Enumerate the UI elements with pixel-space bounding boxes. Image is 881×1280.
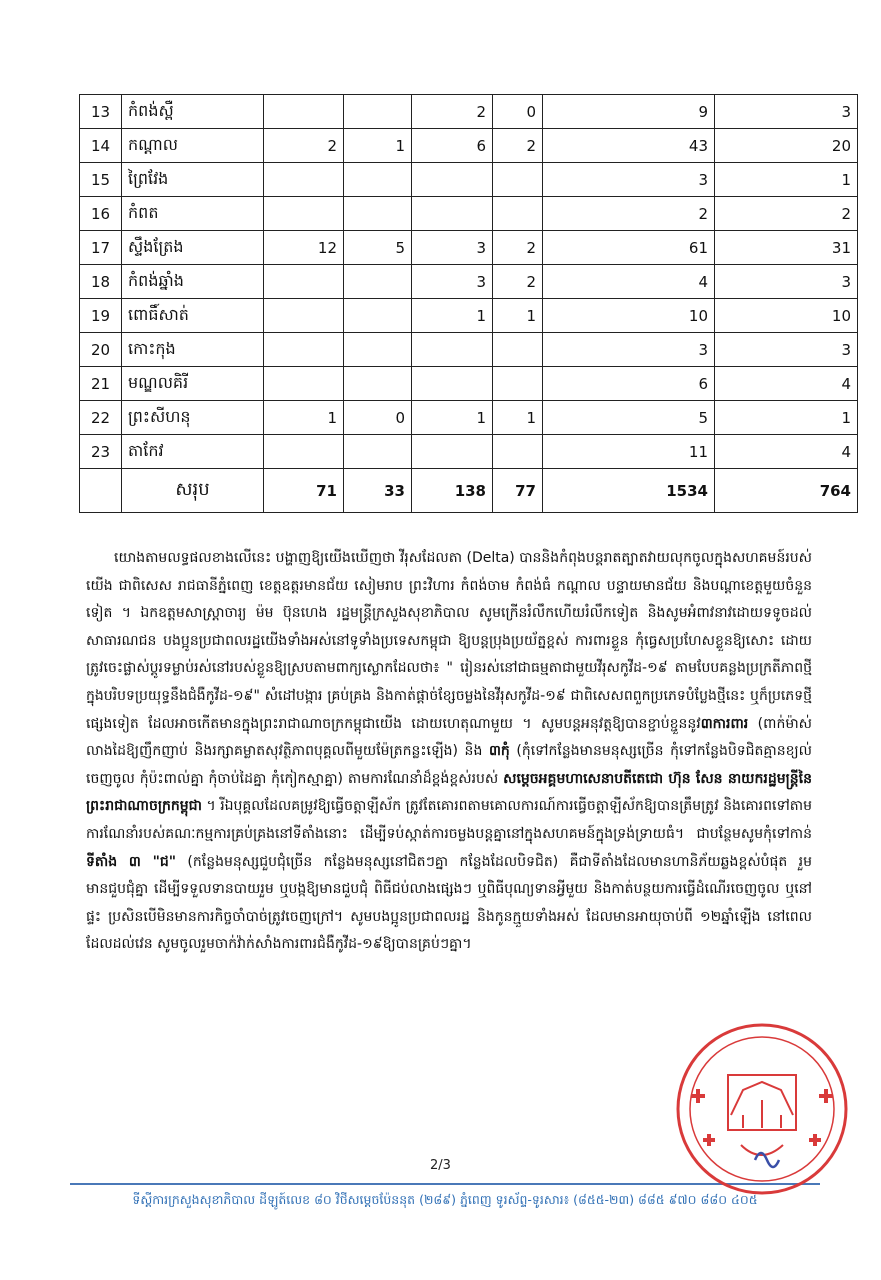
data-cell: 61 <box>543 231 715 265</box>
data-cell: 1 <box>493 401 543 435</box>
text-run: (ពាក់ម៉ាស់ លាងដៃឱ្យញឹកញាប់ និងរក្សាគម្លាតសុវត្ថិភាពបុគ្គលពីមួយម៉ែត្រកន្លះឡើង) និង <box>86 715 812 760</box>
data-cell <box>493 333 543 367</box>
row-number: 21 <box>80 367 122 401</box>
data-cell <box>264 197 344 231</box>
province-name: កោះកុង <box>122 333 264 367</box>
data-cell: 6 <box>412 129 493 163</box>
data-cell <box>493 367 543 401</box>
province-name: ស្ទឹងត្រែង <box>122 231 264 265</box>
data-cell: 10 <box>715 299 858 333</box>
data-cell: 1 <box>264 401 344 435</box>
data-cell: 4 <box>715 367 858 401</box>
province-name: ព្រៃវែង <box>122 163 264 197</box>
row-number: 18 <box>80 265 122 299</box>
data-cell <box>344 333 412 367</box>
data-cell: 3 <box>412 265 493 299</box>
data-cell <box>412 163 493 197</box>
statistics-table <box>79 94 858 513</box>
data-cell: 3 <box>715 333 858 367</box>
row-number: 14 <box>80 129 122 163</box>
data-cell: 1 <box>344 129 412 163</box>
data-cell: 12 <box>264 231 344 265</box>
data-cell <box>344 435 412 469</box>
data-cell: 2 <box>543 197 715 231</box>
page-number: 2/3 <box>430 1158 451 1173</box>
data-cell: 2 <box>493 129 543 163</box>
data-cell <box>264 95 344 129</box>
text-run: ។ រីឯបុគ្គលដែលគម្រូវឱ្យធ្វើចត្តាឡីស័ក ត្រូវតែគោរពតាមគោលការណ៍ការធ្វើចត្តាឡីស័កឱ្យបានត្រឹមត្រូវ និងគោរពទៅតាមការណែនាំរបស់គណៈកម្មការគ្រប់គ្រងនៅទីតាំងនោះ ដើម្បីទប់ស្កាត់ការចម្លងបន្តគ្នានៅក្នុងសហគមន៍ក្នុងទ្រង់ទ្រាយធំ។ ជាបន្ថែមសូមកុំទៅកាន់ <box>86 798 812 842</box>
data-cell: 3 <box>715 265 858 299</box>
table-row <box>80 333 858 367</box>
data-cell: 2 <box>715 197 858 231</box>
data-cell: 31 <box>715 231 858 265</box>
data-cell <box>493 435 543 469</box>
province-name: តាកែវ <box>122 435 264 469</box>
text-run: (កុំទៅកន្លែងមានមនុស្សច្រើន កុំទៅកន្លែងបិទជិតគ្មានខ្យល់ចេញចូល កុំប៉ះពាល់គ្នា កុំចាប់ដៃគ្នា កុំកៀកស្មាគ្នា) តាមការណែនាំដ៏ខ្ពង់ខ្ពស់របស់ <box>86 743 813 787</box>
data-cell <box>412 367 493 401</box>
table-row <box>80 401 858 435</box>
province-name: កណ្ដាល <box>122 129 264 163</box>
data-cell: 1 <box>715 401 858 435</box>
data-cell <box>412 333 493 367</box>
table-row <box>80 435 858 469</box>
text-run: យោងតាមលទ្ធផលខាងលើនេះ បង្ហាញឱ្យយើងឃើញថា វីរុសដែលតា (Delta) បាននិងកំពុងបន្តរាតត្បាតវាយលុកចូលក្នុងសហគមន៍របស់យើង ជាពិសេស រាជធានីភ្នំពេញ ខេត្តឧត្ដរមានជ័យ សៀមរាប ព្រះវិហារ កំពង់ចាម កំពង់ធំ កណ្ដាល បន្ទាយមានជ័យ និងបណ្ដាខេត្តមួយចំនួនទៀត ។ ឯកឧត្ដមសាស្ត្រាចារ្យ ម៉ម ប៊ុនហេង រដ្ឋមន្ត្រីក្រសួងសុខាភិបាល សូមក្រើនរំលឹកហើយរំលឹកទៀត និងសូមអំពាវនាវដោយទទូចដល់សាធារណជន បងប្អូនប្រជាពលរដ្ឋយើងទាំងអស់នៅទូទាំងប្រទេសកម្ពុជា ឱ្យបន្តប្រុងប្រយ័ត្នខ្ពស់ ការពារខ្លួន កុំធ្វេសប្រហែសខ្លួនឱ្យសោះ ដោយត្រូវចេះផ្លាស់ប្ដូរទម្លាប់រស់នៅរបស់ខ្លួនឱ្យស្របតាមពាក្យស្លោកដែលថា៖ " រៀនរស់នៅជាធម្មតាជាមួយវីរុសកូវីដ-១៩ តាមបែបគន្លងប្រក្រតីភាពថ្មី ក្នុងបរិបទប្រយុទ្ធនឹងជំងឺកូវីដ-១៩" សំដៅបង្ការ គ្រប់គ្រង និងកាត់ផ្ដាច់ខ្សែចម្លងនៃវីរុសកូវីដ-១៩ ជាពិសេសពពួកប្រភេទបំប្លែងថ្មីនេះ ឬក៏ប្រភេទថ្មីផ្សេងទៀត ដែលអាចកើតមានក្នុងព្រះរាជាណាចក្រកម្ពុជាយើង ដោយហេតុណាមួយ ។ សូមបន្តអនុវត្តឱ្យបានខ្ជាប់ខ្ជួននូវ <box>86 550 812 732</box>
province-name: មណ្ឌលគិរី <box>122 367 264 401</box>
data-cell <box>344 367 412 401</box>
bold-text: ៣ការពារ <box>700 715 749 732</box>
data-cell <box>344 95 412 129</box>
total-cell: 71 <box>264 469 344 513</box>
data-cell <box>264 265 344 299</box>
data-cell: 11 <box>543 435 715 469</box>
province-name: កំពង់ស្ពឺ <box>122 95 264 129</box>
data-cell: 20 <box>715 129 858 163</box>
bold-text: ទីតាំង ៣ "ជ" <box>86 853 177 870</box>
table-row <box>80 129 858 163</box>
data-cell: 5 <box>344 231 412 265</box>
row-number: 16 <box>80 197 122 231</box>
data-cell: 0 <box>493 95 543 129</box>
data-cell <box>264 435 344 469</box>
data-cell <box>264 333 344 367</box>
data-cell: 1 <box>715 163 858 197</box>
data-cell: 2 <box>493 231 543 265</box>
data-cell <box>344 265 412 299</box>
province-name: កំពង់ឆ្នាំង <box>122 265 264 299</box>
data-cell <box>344 163 412 197</box>
data-cell: 0 <box>344 401 412 435</box>
table-row <box>80 197 858 231</box>
table-row <box>80 231 858 265</box>
data-cell: 4 <box>715 435 858 469</box>
row-number: 22 <box>80 401 122 435</box>
data-cell: 1 <box>412 299 493 333</box>
data-cell <box>493 197 543 231</box>
data-cell: 1 <box>493 299 543 333</box>
data-cell: 5 <box>543 401 715 435</box>
row-number: 20 <box>80 333 122 367</box>
data-cell <box>344 197 412 231</box>
data-cell: 4 <box>543 265 715 299</box>
total-cell: 77 <box>493 469 543 513</box>
data-cell: 2 <box>264 129 344 163</box>
data-cell <box>264 367 344 401</box>
data-cell: 3 <box>412 231 493 265</box>
table-row <box>80 95 858 129</box>
table-row <box>80 163 858 197</box>
paragraph <box>86 545 812 959</box>
total-label: សរុប <box>122 469 264 513</box>
body-text <box>86 545 812 959</box>
data-cell: 3 <box>543 333 715 367</box>
table-body <box>80 95 858 469</box>
data-cell: 1 <box>412 401 493 435</box>
data-cell <box>412 435 493 469</box>
data-cell <box>344 299 412 333</box>
province-name: ពោធិ៍សាត់ <box>122 299 264 333</box>
province-name: កំពត <box>122 197 264 231</box>
total-cell: 1534 <box>543 469 715 513</box>
data-cell: 3 <box>715 95 858 129</box>
footer-address: ទីស្ដីការក្រសួងសុខាភិបាល ដីឡូត៍លេខ ៨០ វិថីសម្ដេចប៉ែននុត (២៨៩) ភ្នំពេញ ទូរស័ព្ទ-ទូរសារ៖ (៨៥៥-២៣) ៨៨៥ ៩៧០ ៨៨០ ៤០៥ <box>132 1192 758 1207</box>
bold-text: សម្ដេចអគ្គមហាសេនាបតីតេជោ ហ៊ុន សែន នាយករដ្ឋមន្ត្រីនៃព្រះរាជាណាចក្រកម្ពុជា <box>86 770 812 815</box>
province-name: ព្រះសីហនុ <box>122 401 264 435</box>
table-row <box>80 299 858 333</box>
data-cell <box>264 163 344 197</box>
data-cell: 10 <box>543 299 715 333</box>
data-cell <box>493 163 543 197</box>
table-row <box>80 265 858 299</box>
total-cell: 764 <box>715 469 858 513</box>
total-cell: 138 <box>412 469 493 513</box>
data-cell: 6 <box>543 367 715 401</box>
data-cell: 2 <box>493 265 543 299</box>
row-number: 19 <box>80 299 122 333</box>
table-row <box>80 367 858 401</box>
data-cell: 9 <box>543 95 715 129</box>
bold-text: ៣កុំ <box>488 743 510 760</box>
row-number: 15 <box>80 163 122 197</box>
total-row <box>80 469 858 513</box>
row-number: 17 <box>80 231 122 265</box>
row-number: 13 <box>80 95 122 129</box>
total-cell: 33 <box>344 469 412 513</box>
text-run: (កន្លែងមនុស្សជួបជុំច្រើន កន្លែងមនុស្សនៅជិតៗគ្នា កន្លែងដែលបិទជិត) គឺជាទីតាំងដែលមានហានិភ័យឆ្លងខ្ពស់បំផុត រួមមានជួបជុំគ្នា ដើម្បីទទួលទានបាយរួម ឬបង្កឱ្យមានជួបជុំ ពិធីជប់លាងផ្សេងៗ ឬពិធីបុណ្យទានអ្វីមួយ និងកាត់បន្ថយការធ្វើដំណើរចេញចូល ឬនៅផ្ទះ ប្រសិនបើមិនមានការកិច្ចចាំបាច់ត្រូវចេញក្រៅ។ សូមបងប្អូនប្រជាពលរដ្ឋ និងកូនក្មួយទាំងអស់ ដែលមានអាយុចាប់ពី ១២ឆ្នាំឡើង នៅពេលដែលដល់វេន សូមចូលរួមចាក់វ៉ាក់សាំងការពារជំងឺកូវីដ-១៩ឱ្យបានគ្រប់ៗគ្នា។ <box>86 853 812 953</box>
row-number: 23 <box>80 435 122 469</box>
data-cell <box>412 197 493 231</box>
data-cell: 3 <box>543 163 715 197</box>
data-cell: 2 <box>412 95 493 129</box>
data-cell <box>264 299 344 333</box>
official-seal-icon <box>673 1020 851 1198</box>
data-cell: 43 <box>543 129 715 163</box>
